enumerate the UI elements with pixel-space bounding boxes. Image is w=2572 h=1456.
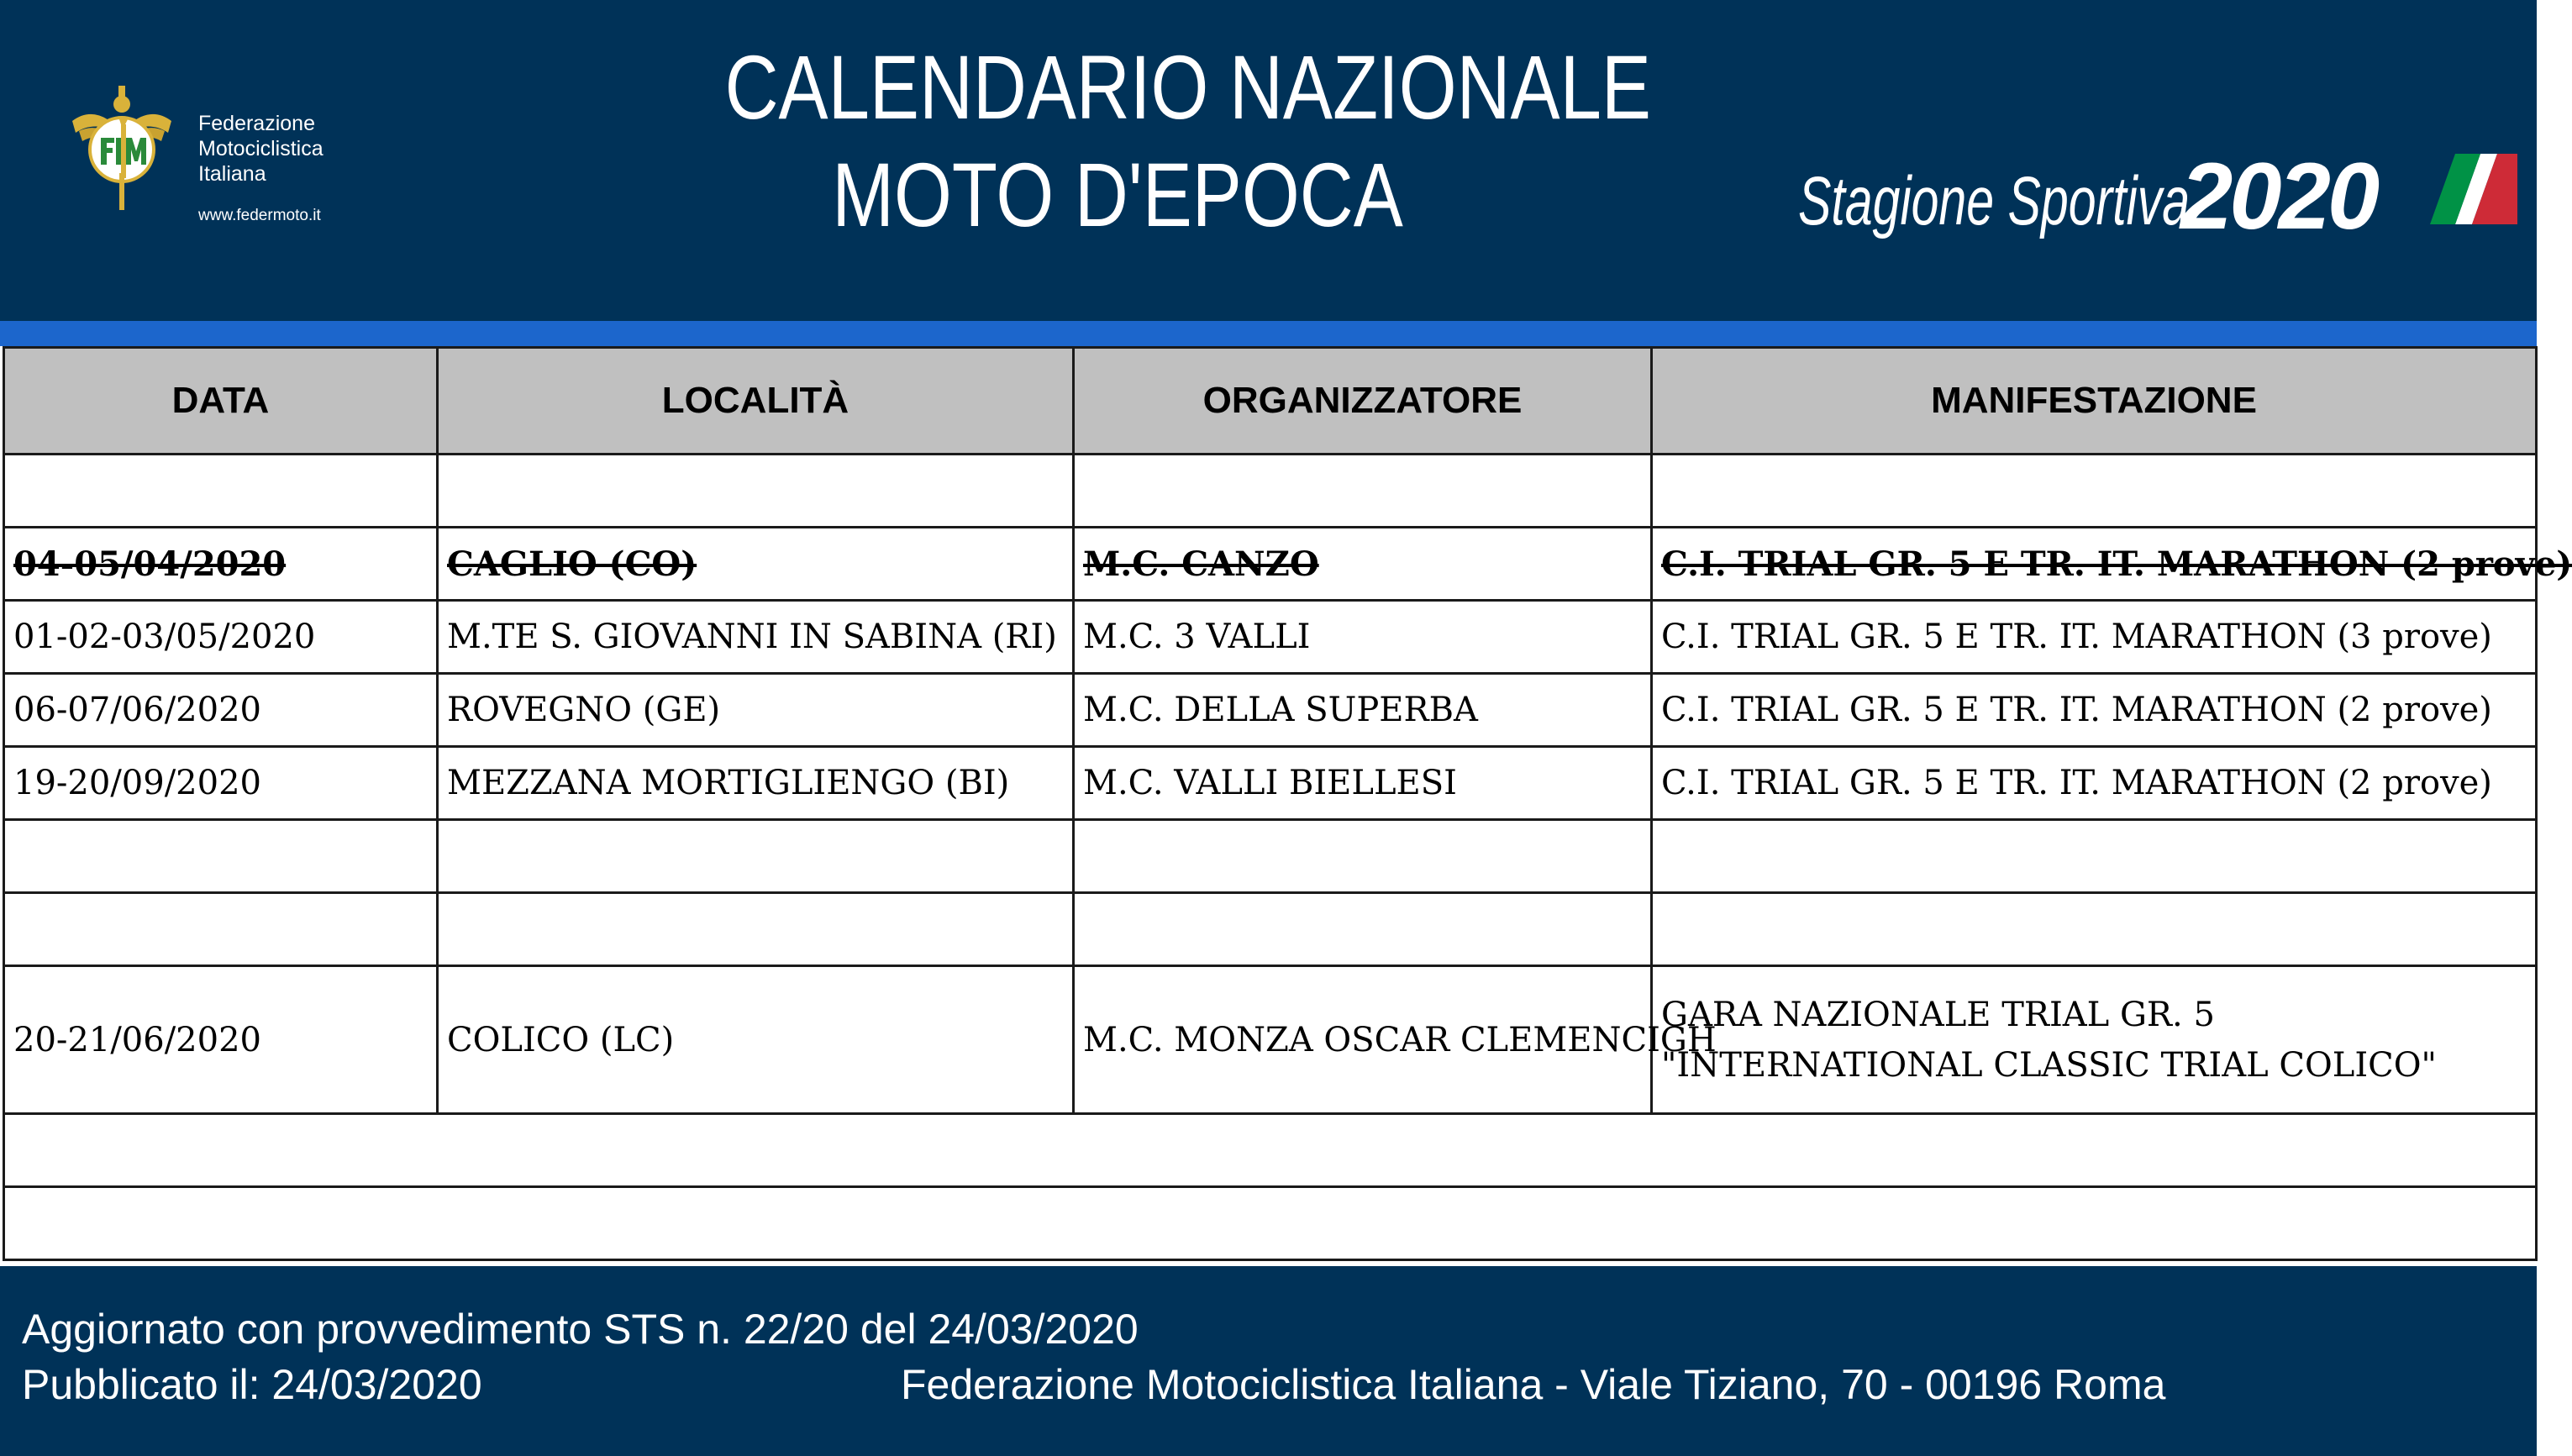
cell-manifestazione: C.I. TRIAL GR. 5 E TR. IT. MARATHON (2 prove) — [1652, 747, 2537, 820]
cell-merged — [4, 1114, 2537, 1187]
cell-data: 01-02-03/05/2020 — [4, 601, 438, 674]
logo-line-3: Italiana — [198, 162, 266, 186]
season-badge — [1798, 144, 2521, 265]
cell-organizzatore — [1074, 820, 1652, 893]
cell-localita — [438, 820, 1074, 893]
cell-organizzatore: M.C. MONZA OSCAR CLEMENCIGH — [1074, 966, 1652, 1114]
footer-address: Federazione Motociclistica Italiana - Viale Tiziano, 70 - 00196 Roma — [901, 1361, 2166, 1408]
fmi-emblem-icon — [67, 81, 176, 215]
cell-organizzatore: M.C. DELLA SUPERBA — [1074, 674, 1652, 747]
cell-manifestazione — [1652, 893, 2537, 966]
cell-manifestazione: C.I. TRIAL GR. 5 E TR. IT. MARATHON (2 prove) — [1652, 528, 2537, 601]
title-line-1: CALENDARIO NAZIONALE — [724, 36, 1651, 138]
cell-localita: M.TE S. GIOVANNI IN SABINA (RI) — [438, 601, 1074, 674]
cell-localita — [438, 455, 1074, 528]
fmi-logo — [67, 81, 353, 232]
table-row-merged — [4, 1114, 2537, 1187]
cell-manifestazione — [1652, 455, 2537, 528]
cell-data: 19-20/09/2020 — [4, 747, 438, 820]
page-title — [724, 34, 1651, 249]
cell-localita: MEZZANA MORTIGLIENGO (BI) — [438, 747, 1074, 820]
cell-manifestazione: C.I. TRIAL GR. 5 E TR. IT. MARATHON (3 prove) — [1652, 601, 2537, 674]
table-header-row — [4, 348, 2537, 455]
season-text: Stagione Sportiva — [1798, 163, 2191, 239]
column-header-localita: LOCALITÀ — [438, 348, 1074, 455]
table-row — [4, 674, 2537, 747]
column-header-manifestazione: MANIFESTAZIONE — [1652, 348, 2537, 455]
cell-organizzatore: M.C. CANZO — [1074, 528, 1652, 601]
cell-localita: ROVEGNO (GE) — [438, 674, 1074, 747]
italian-flag-icon — [2430, 154, 2517, 224]
cell-data: 06-07/06/2020 — [4, 674, 438, 747]
table-row — [4, 601, 2537, 674]
title-line-2: MOTO D'EPOCA — [832, 144, 1403, 245]
table-row — [4, 893, 2537, 966]
season-year: 2020 — [2180, 144, 2377, 249]
column-header-organizzatore: ORGANIZZATORE — [1074, 348, 1652, 455]
logo-text — [198, 111, 323, 187]
table-row-cancelled — [4, 528, 2537, 601]
cell-merged — [4, 1187, 2537, 1260]
cell-data — [4, 455, 438, 528]
cell-organizzatore — [1074, 455, 1652, 528]
table-row — [4, 966, 2537, 1114]
column-header-data: DATA — [4, 348, 438, 455]
cell-localita — [438, 893, 1074, 966]
table-row — [4, 820, 2537, 893]
cell-manifestazione — [1652, 820, 2537, 893]
footer-published: Pubblicato il: 24/03/2020 — [22, 1361, 482, 1408]
header-stripe — [0, 321, 2537, 346]
header-banner — [0, 0, 2537, 321]
cell-localita: CAGLIO (CO) — [438, 528, 1074, 601]
table-row — [4, 455, 2537, 528]
cell-data — [4, 820, 438, 893]
table-row — [4, 747, 2537, 820]
logo-line-1: Federazione — [198, 112, 315, 135]
cell-organizzatore — [1074, 893, 1652, 966]
calendar-table — [3, 346, 2572, 1261]
logo-line-2: Motociclistica — [198, 137, 323, 160]
footer-updated: Aggiornato con provvedimento STS n. 22/20 del 24/03/2020 — [22, 1306, 1139, 1353]
cell-organizzatore: M.C. VALLI BIELLESI — [1074, 747, 1652, 820]
cell-manifestazione: GARA NAZIONALE TRIAL GR. 5 "INTERNATIONAL CLASSIC TRIAL COLICO" — [1652, 966, 2537, 1114]
cell-organizzatore: M.C. 3 VALLI — [1074, 601, 1652, 674]
cell-data — [4, 893, 438, 966]
cell-localita: COLICO (LC) — [438, 966, 1074, 1114]
logo-url: www.federmoto.it — [198, 207, 321, 224]
table-row-merged — [4, 1187, 2537, 1260]
cell-data: 20-21/06/2020 — [4, 966, 438, 1114]
footer — [0, 1266, 2537, 1456]
cell-manifestazione: C.I. TRIAL GR. 5 E TR. IT. MARATHON (2 prove) — [1652, 674, 2537, 747]
cell-data: 04-05/04/2020 — [4, 528, 438, 601]
